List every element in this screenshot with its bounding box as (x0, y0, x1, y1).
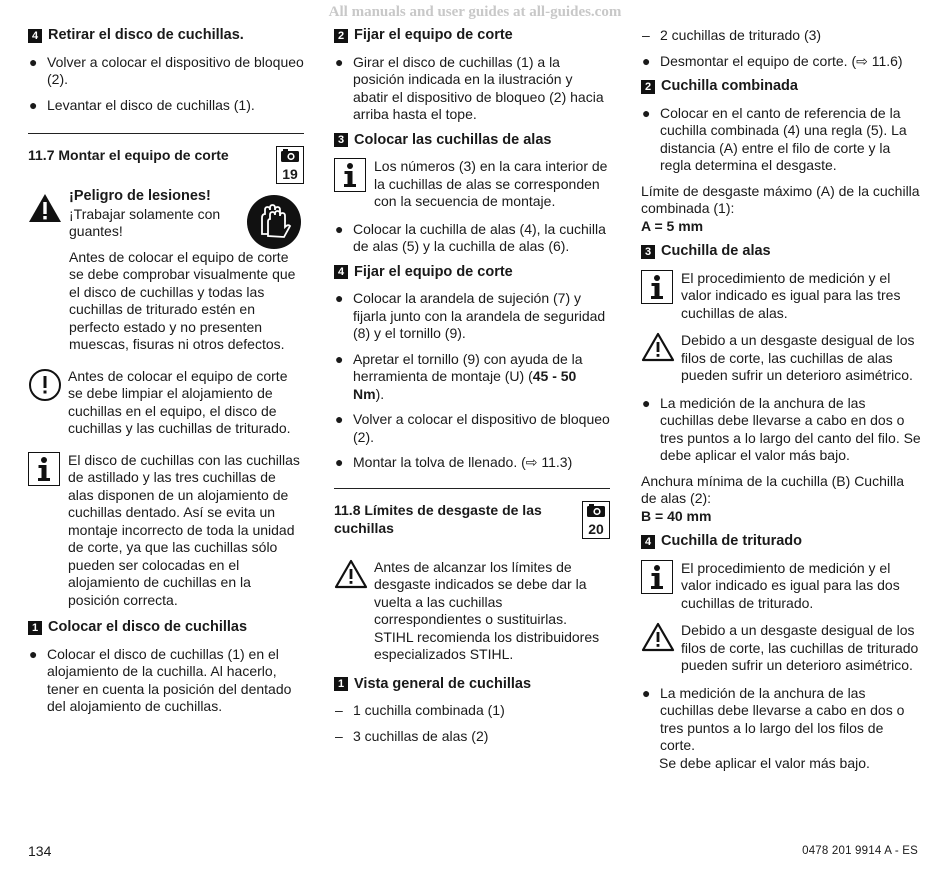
info-note (641, 270, 921, 323)
danger-warning-icon (28, 193, 62, 223)
step-heading (641, 243, 921, 261)
caution-exclamation-icon (28, 368, 62, 402)
section-title: 11.8 Límites de desgaste de las cuchillas (334, 501, 542, 536)
bullet-item: ● Desmontar el equipo de corte. (⇨ 11.6) (641, 53, 921, 71)
warning-text: Debido a un desgaste desigual de los filos de corte, las cuchillas de triturado pueden sufrir un deterioro asimétrico. (681, 622, 919, 673)
bullet-text: Apretar el tornillo (9) con ayuda de la herramienta de montaje (U) (45 - 50 Nm). (353, 350, 583, 402)
dash-item: – 2 cuchillas de triturado (3) (641, 27, 921, 45)
bullet-item: ● Colocar la cuchilla de alas (4), la cuchilla de alas (5) y la cuchilla de alas (6). (334, 221, 610, 256)
danger-title: ¡Peligro de lesiones! (69, 188, 211, 204)
bullet-text: Girar el disco de cuchillas (1) a la posición indicada en la ilustración y abatir el dispositivo de bloqueo (2) hacia arriba hasta el tope. (353, 53, 604, 122)
torque-value: 45 - 50 Nm (353, 368, 577, 402)
step-number: 2 (641, 80, 655, 94)
caution-note (28, 368, 304, 438)
warning-text: Debido a un desgaste desigual de los filos de corte, las cuchillas de alas pueden sufrir un deterioro asimétrico. (681, 332, 915, 383)
step-title: Fijar el equipo de corte (354, 27, 513, 43)
bullet-text: Levantar el disco de cuchillas (1). (47, 96, 255, 113)
figure-number: 20 (588, 520, 604, 537)
info-text: El procedimiento de medición y el valor indicado es igual para las dos cuchillas de triturado. (681, 559, 900, 611)
info-icon (334, 158, 366, 192)
min-b-text: Anchura mínima de la cuchilla (B) Cuchilla de alas (2): (641, 472, 904, 506)
watermark: All manuals and user guides at all-guides.com (328, 4, 622, 20)
step-title: Cuchilla de triturado (661, 533, 802, 549)
min-b-value: B = 40 mm (641, 507, 712, 524)
step-heading (334, 676, 610, 694)
section-heading (334, 501, 610, 539)
step-title: Colocar las cuchillas de alas (354, 131, 552, 148)
step-heading (334, 27, 610, 45)
info-text: El disco de cuchillas con las cuchillas de astillado y las tres cuchillas de alas disponen de un alojamiento de cuchillas dentado. Así se evita un montaje incorrecto de toda la unidad de corte, ya que las cuchillas sólo pueden ser colocadas en el alojamiento de cuchillas en la posición correcta. (68, 451, 300, 608)
bullet-item: ● Levantar el disco de cuchillas (1). (28, 97, 304, 115)
step-title: Cuchilla de alas (661, 243, 771, 259)
figure-number: 19 (282, 166, 298, 182)
bullet-item: ● Apretar el tornillo (9) con ayuda de la herramienta de montaje (U) (45 - 50 Nm). (334, 351, 610, 404)
dash-item: – 3 cuchillas de alas (2) (334, 728, 610, 746)
step-number: 4 (641, 535, 655, 549)
step-number: 1 (28, 621, 42, 635)
bullet-text: La medición de la anchura de las cuchillas debe llevarse a cabo en dos o tres puntos a lo largo del canto del filo. Se debe aplicar el valor más bajo. (660, 394, 921, 463)
bullet-item: ● La medición de la anchura de las cuchillas debe llevarse a cabo en dos o tres puntos a lo largo del canto del filo. Se debe aplicar el valor más bajo. (642, 394, 921, 463)
section-divider (334, 488, 610, 489)
figure-reference (582, 501, 610, 539)
dash-item: – 1 cuchilla combinada (1) (334, 702, 610, 720)
limit-a-value: A = 5 mm (641, 217, 704, 234)
step-heading (641, 533, 921, 551)
bullet-item: ● Colocar el disco de cuchillas (1) en el alojamiento de la cuchilla. Al hacerlo, tener en cuenta la posición del dentado del alojamiento de cuchillas. (28, 646, 304, 716)
warning-text: Antes de alcanzar los límites de desgaste indicados se debe dar la vuelta a las cuchillas correspondientes o sustituirlas. STIHL recomienda los distribuidores especializados STIHL. (374, 558, 600, 662)
section-title: 11.7 Montar el equipo de corte (28, 147, 229, 163)
step-heading (641, 78, 921, 96)
info-note (641, 560, 921, 613)
warning-note (641, 622, 921, 675)
bullet-text: Montar la tolva de llenado. (⇨ 11.3) (353, 454, 573, 470)
column-middle (334, 27, 610, 753)
page-number: 134 (28, 843, 52, 859)
info-icon (28, 452, 60, 486)
bullet-text: Colocar en el canto de referencia de la cuchilla combinada (4) una regla (5). La distancia (A) entre el filo de corte y la regla determina el desgaste. (660, 104, 907, 173)
dash-text: 2 cuchillas de triturado (3) (660, 27, 822, 43)
bullet-item: ● Colocar la arandela de sujeción (7) y fijarla junto con la arandela de seguridad (8) y el tornillo (9). (334, 290, 610, 343)
warning-triangle-icon (641, 332, 675, 362)
step-number: 3 (641, 245, 655, 259)
bullet-item: ● Volver a colocar el dispositivo de bloqueo (2). (29, 53, 304, 87)
bullet-text: Volver a colocar el dispositivo de bloqueo (2). (353, 411, 610, 445)
step-number: 4 (28, 29, 42, 43)
step-number: 1 (334, 677, 348, 691)
info-icon (641, 560, 673, 594)
info-note (28, 452, 304, 610)
column-left (28, 27, 304, 724)
section-divider (28, 133, 304, 134)
step-title: Colocar el disco de cuchillas (48, 619, 248, 635)
bullet-item: ● Volver a colocar el dispositivo de bloqueo (2). (335, 411, 610, 445)
bullet-item: ● Colocar en el canto de referencia de la cuchilla combinada (4) una regla (5). La distancia (A) entre el filo de corte y la regla determina el desgaste. (641, 105, 921, 175)
camera-icon (586, 504, 606, 518)
bullet-text: Desmontar el equipo de corte. (⇨ 11.6) (660, 52, 903, 69)
bullet-item: ● Girar el disco de cuchillas (1) a la posición indicada en la ilustración y abatir el dispositivo de bloqueo (2) hacia arriba hasta el tope. (334, 54, 610, 124)
step-heading (334, 132, 610, 150)
warning-triangle-icon (334, 559, 368, 589)
step-title: Vista general de cuchillas (354, 675, 532, 692)
step-heading (334, 264, 610, 282)
gloves-icon (246, 194, 302, 250)
figure-reference (276, 146, 304, 184)
step-title: Retirar el disco de cuchillas. (48, 27, 244, 43)
danger-text: ¡Trabajar solamente con guantes! (69, 205, 221, 239)
step-number: 2 (334, 29, 348, 43)
limit-a-text: Límite de desgaste máximo (A) de la cuchilla combinada (1): (641, 182, 920, 216)
bullet-text: Colocar la cuchilla de alas (4), la cuchilla de alas (5) y la cuchilla de alas (6). (353, 220, 606, 254)
danger-block (28, 188, 304, 354)
bullet-continuation: Se debe aplicar el valor más bajo. (659, 754, 870, 771)
step-heading (28, 619, 304, 637)
column-right (641, 27, 921, 772)
warning-note (641, 332, 921, 385)
bullet-item: ● La medición de la anchura de las cuchillas debe llevarse a cabo en dos o tres puntos a lo largo del los filos de corte. (641, 685, 921, 755)
camera-icon (280, 149, 300, 163)
bullet-text: Colocar el disco de cuchillas (1) en el alojamiento de la cuchilla. Al hacerlo, tener en cuenta la posición del dentado del alojamiento de cuchillas. (47, 645, 292, 714)
section-heading (28, 146, 304, 184)
dash-text: 1 cuchilla combinada (1) (353, 702, 505, 718)
step-number: 3 (334, 133, 348, 147)
step-title: Fijar el equipo de corte (354, 263, 513, 280)
warning-note (334, 559, 610, 664)
caution-text: Antes de colocar el equipo de corte se debe limpiar el alojamiento de cuchillas en el equipo, el disco de cuchillas y las cuchillas de triturado. (68, 367, 291, 436)
warning-triangle-icon (641, 622, 675, 652)
danger-paragraph: Antes de colocar el equipo de corte se debe comprobar visualmente que el disco de cuchillas y todas las cuchillas de triturado estén en perfecto estado y no presenten muescas, fisuras ni otros defectos. (69, 248, 296, 352)
info-text: Los números (3) en la cara interior de la cuchillas de alas se corresponden con la secuencia de montaje. (374, 158, 608, 209)
bullet-text: La medición de la anchura de las cuchillas debe llevarse a cabo en dos o tres puntos a lo largo del los filos de corte. (660, 684, 905, 753)
info-icon (641, 270, 673, 304)
bullet-text: Volver a colocar el dispositivo de bloqueo (2). (47, 53, 304, 87)
step-title: Cuchilla combinada (661, 78, 798, 94)
info-text: El procedimiento de medición y el valor indicado es igual para las tres cuchillas de alas. (681, 269, 901, 321)
info-note (334, 158, 610, 211)
bullet-text: Colocar la arandela de sujeción (7) y fijarla junto con la arandela de seguridad (8) y el tornillo (9). (353, 290, 606, 341)
document-code: 0478 201 9914 A - ES (802, 845, 918, 857)
bullet-item: ● Montar la tolva de llenado. (⇨ 11.3) (334, 454, 610, 472)
step-number: 4 (334, 265, 348, 279)
step-heading (28, 27, 304, 45)
dash-text: 3 cuchillas de alas (2) (353, 727, 489, 744)
